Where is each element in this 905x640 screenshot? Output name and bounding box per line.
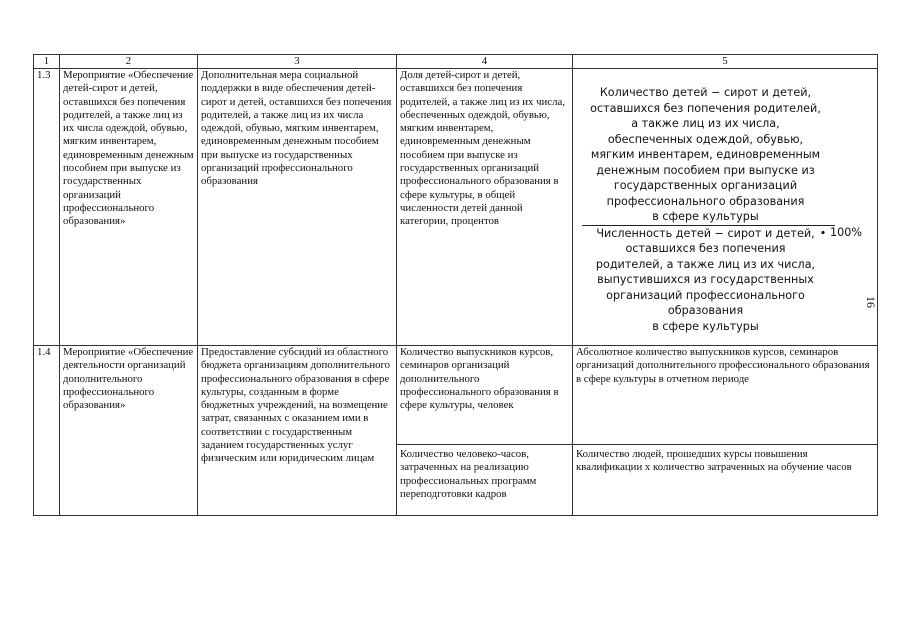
indicator-2: Количество человеко-часов, затраченных на реализацию профессиональных программ переподготовки кадров [397,444,572,501]
formula-cell [573,69,878,346]
method-1: Абсолютное количество выпускников курсов, семинаров организаций дополнительного профессионального образования в сфере культуры в отчетном периоде [576,346,870,385]
method-2: Количество людей, прошедших курсы повышения квалификации х количество затраченных на обучение часов [573,444,877,475]
numerator-line: государственных организаций [613,179,798,192]
measure-cell: Дополнительная мера социальной поддержки в виде обеспечения детей-сирот и детей, оставшихся без попечения родителей, а также лиц из их числа одеждой, обувью, мягким инвентарем, единовременным денежным пособием при выпуске из государственных организаций профессионального образования [198,69,397,346]
page-number: 16 [864,296,878,308]
header-row [34,55,878,69]
numerator-line: в сфере культуры [652,210,759,223]
denominator-line: Численность детей − сирот и детей, [596,226,815,240]
row-number: 1.3 [34,69,60,346]
header-col-3: 3 [198,55,397,69]
denominator-line: организаций профессионального [606,288,805,302]
row-number: 1.4 [34,346,60,516]
activity-cell: Мероприятие «Обеспечение деятельности организаций дополнительного профессионального образования» [60,346,198,516]
numerator-line: а также лиц из их числа, [631,117,780,130]
indicator-cell: Доля детей-сирот и детей, оставшихся без попечения родителей, а также лиц из их числа, обеспеченных одеждой, обувью, мягким инвентарем, единовременным денежным пособием при выпуске из государственных организаций профессионального образования в сфере культуры, в общей численности детей данной категории, процентов [397,69,573,346]
measure-cell: Предоставление субсидий из областного бюджета организациям дополнительного профессионального образования в сфере культуры, созданным в форме бюджетных учреждений, на возмещение затрат, связанных с оказанием ими в соответствии с государственным заданием государственных услуг физическим или юридическим лицам [198,346,397,516]
numerator-line: Количество детей − сирот и детей, [599,86,812,99]
numerator-line: денежным пособием при выпуске из [596,163,815,177]
denominator-line: образования [667,304,744,317]
method-cell [573,346,878,516]
numerator-line: оставшихся без попечения родителей, [590,101,821,115]
percent-multiplier: ∙ 100% [819,226,862,239]
indicator-1: Количество выпускников курсов, семинаров организаций дополнительного профессионального образования в сфере культуры, человек [400,346,559,412]
table-row [34,346,878,516]
table-row [34,69,878,346]
activity-cell: Мероприятие «Обеспечение детей-сирот и детей, оставшихся без попечения родителей, а также лиц из их числа одеждой, обувью, мягким инвентарем, единовременным денежным пособием при выпуске из государственных организаций профессионального образования» [60,69,198,346]
header-col-4: 4 [397,55,573,69]
formula-denominator [576,226,835,335]
header-col-1: 1 [34,55,60,69]
denominator-line: родителей, а также лиц из их числа, [595,257,816,271]
numerator-line: профессионального образования [606,194,805,208]
formula-numerator [576,85,835,225]
header-col-2: 2 [60,55,198,69]
program-indicators-table [33,54,878,516]
denominator-line: выпустившихся из государственных [597,273,814,286]
numerator-line: обеспеченных одеждой, обувью, [607,132,804,146]
indicator-cell [397,346,573,516]
numerator-line: мягким инвентарем, единовременным [590,148,821,161]
denominator-line: в сфере культуры [652,319,759,333]
header-col-5: 5 [573,55,878,69]
denominator-line: оставшихся без попечения [625,242,786,255]
